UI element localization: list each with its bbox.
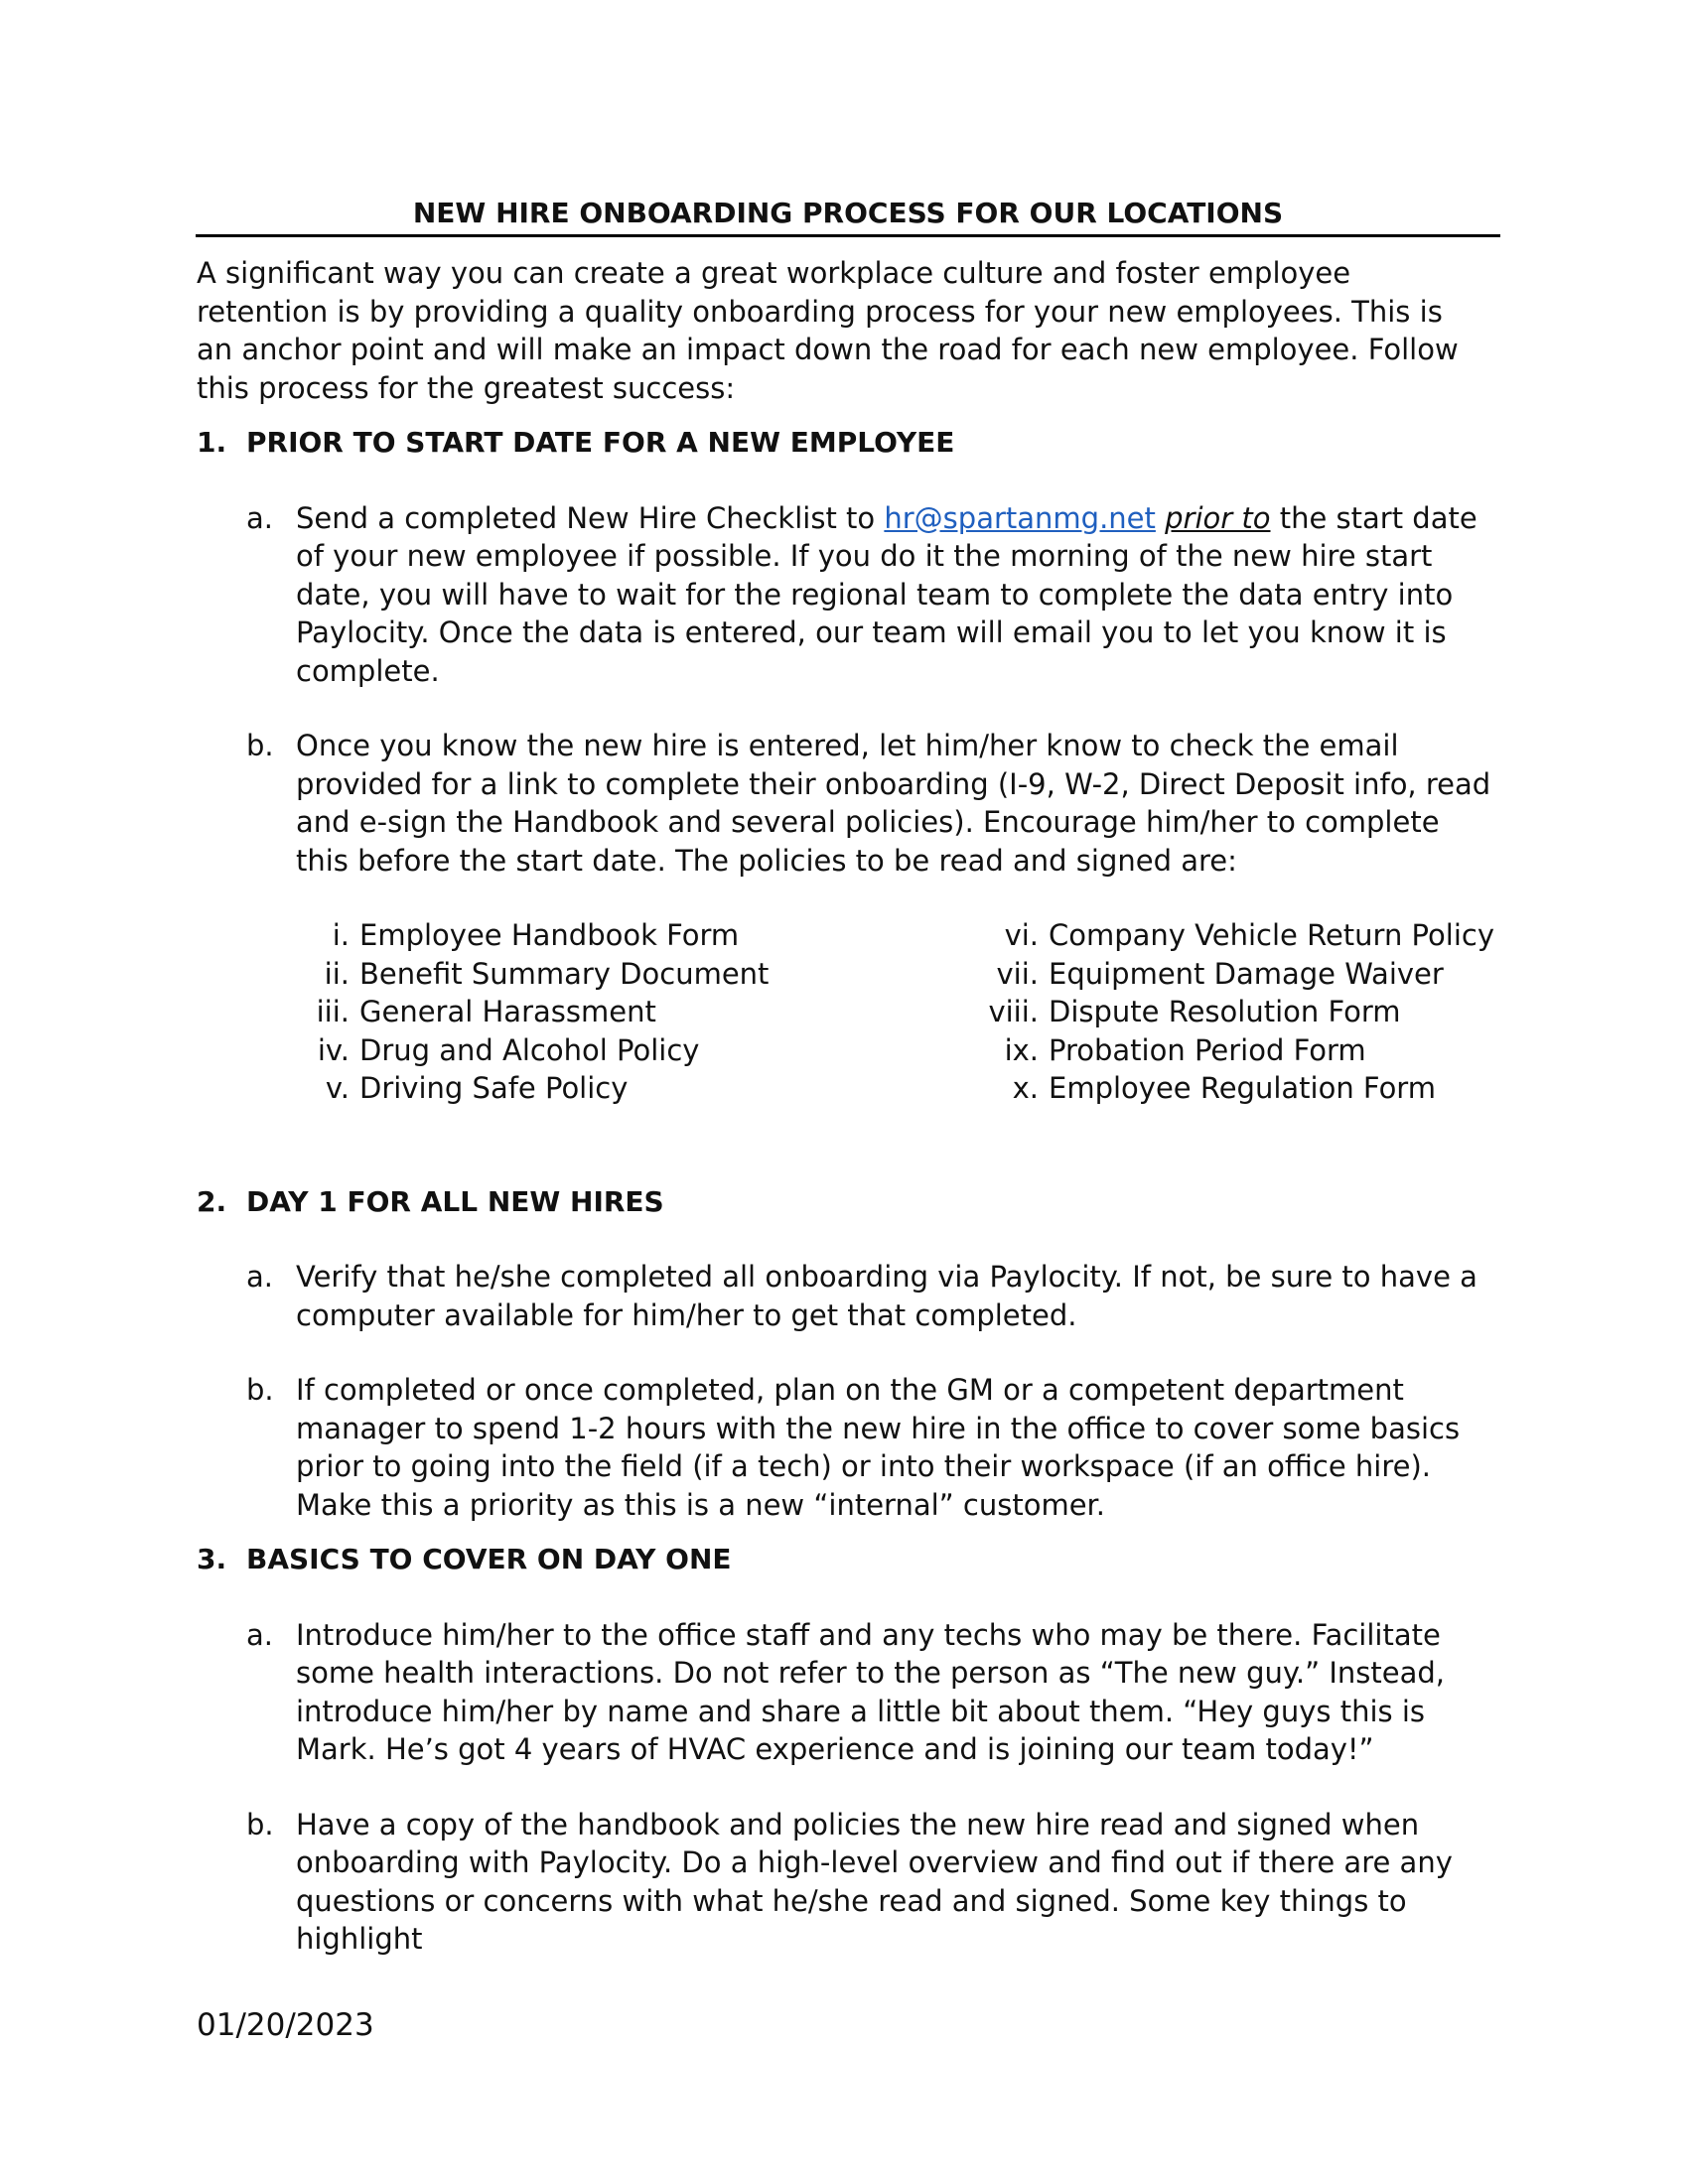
item-text: Send a completed New Hire Checklist to hr@spartanmg.net prior to the start date of your new employee if possible. If you do it the morning of the new hire start date, you will have to wait for the regional team to complete the data entry into Paylocity. Once the data is entered, our team will email you to let you know it is complete. xyxy=(296,500,1477,688)
section-3-item-b xyxy=(246,1806,1499,1959)
intro-paragraph xyxy=(197,254,1479,407)
list-item: viii. Dispute Resolution Form xyxy=(988,995,1401,1028)
list-item: ii. Benefit Summary Document xyxy=(324,956,770,991)
list-item: ix. Probation Period Form xyxy=(1004,1032,1366,1067)
prior-to-emphasis: prior to xyxy=(1165,500,1271,535)
section-2-item-b xyxy=(246,1371,1499,1524)
list-item: vii. Equipment Damage Waiver xyxy=(996,956,1444,991)
list-item: iii. General Harassment xyxy=(316,995,656,1028)
item-text: Introduce him/her to the office staff and any techs who may be there. Facilitate some health interactions. Do not refer to the person as “The new guy.” Instead, introduce him/her by name and share a little bit about them. “Hey guys this is Mark. He’s got 4 years of HVAC experience and is joining our team today!” xyxy=(296,1617,1446,1766)
item-letter: b. xyxy=(246,1373,274,1407)
section-1-number: 1. xyxy=(197,426,227,459)
item-text: Verify that he/she completed all onboarding via Paylocity. If not, be sure to have a computer available for him/her to get that completed. xyxy=(296,1260,1477,1332)
policy-list-left xyxy=(296,916,985,1108)
item-letter: a. xyxy=(246,1260,273,1294)
item-letter: a. xyxy=(246,1617,273,1652)
item-text: If completed or once completed, plan on the GM or a competent department manager to spend 1-2 hours with the new hire in the office to cover some basics prior to going into the field (if a tech) or into their workspace (if an office hire). Make this a priority as this is a new “internal” customer. xyxy=(296,1373,1461,1522)
hr-email-link[interactable]: hr@spartanmg.net xyxy=(884,500,1156,535)
intro-text: A significant way you can create a great workplace culture and foster employee retention is by providing a quality onboarding process for your new employees. This is an anchor point and will make an impact down the road for each new employee. Follow this process for the greatest success: xyxy=(197,256,1459,405)
section-2-heading xyxy=(197,1183,1499,1222)
item-text: Have a copy of the handbook and policies the new hire read and signed when onboarding with Paylocity. Do a high-level overview and find out if there are any questions or concerns with what he/she read and signed. Some key things to highlight xyxy=(296,1807,1453,1956)
document-page xyxy=(197,195,1499,1959)
section-1-item-b xyxy=(246,727,1499,880)
section-3-item-a xyxy=(246,1616,1499,1769)
document-title: NEW HIRE ONBOARDING PROCESS FOR OUR LOCATIONS xyxy=(196,195,1500,237)
policy-list-right xyxy=(985,916,1494,1108)
section-3-number: 3. xyxy=(197,1543,227,1575)
policy-list xyxy=(296,916,1499,1108)
section-3-heading xyxy=(197,1541,1499,1579)
item-text: Once you know the new hire is entered, let him/her know to check the email provided for a link to complete their onboarding (I-9, W-2, Direct Deposit info, read and e-sign the Handbook and several policies). Encourage him/her to complete this before the start date. The policies to be read and signed are: xyxy=(296,729,1491,878)
section-2-number: 2. xyxy=(197,1184,227,1218)
list-item: x. Employee Regulation Form xyxy=(1012,1071,1436,1105)
list-item: vi. Company Vehicle Return Policy xyxy=(1004,918,1494,952)
section-1-heading xyxy=(197,424,1499,463)
item-letter: b. xyxy=(246,729,274,762)
item-letter: b. xyxy=(246,1807,274,1842)
section-2-title: DAY 1 FOR ALL NEW HIRES xyxy=(246,1184,664,1218)
section-2-item-a xyxy=(246,1258,1499,1334)
list-item: v. Driving Safe Policy xyxy=(325,1071,629,1105)
footer-date: 01/20/2023 xyxy=(197,2007,374,2043)
section-1-item-a xyxy=(246,499,1499,691)
list-item: iv. Drug and Alcohol Policy xyxy=(317,1032,700,1067)
section-3-title: BASICS TO COVER ON DAY ONE xyxy=(246,1543,732,1575)
list-item: i. Employee Handbook Form xyxy=(332,918,740,952)
item-letter: a. xyxy=(246,500,273,535)
section-1-title: PRIOR TO START DATE FOR A NEW EMPLOYEE xyxy=(246,426,955,459)
